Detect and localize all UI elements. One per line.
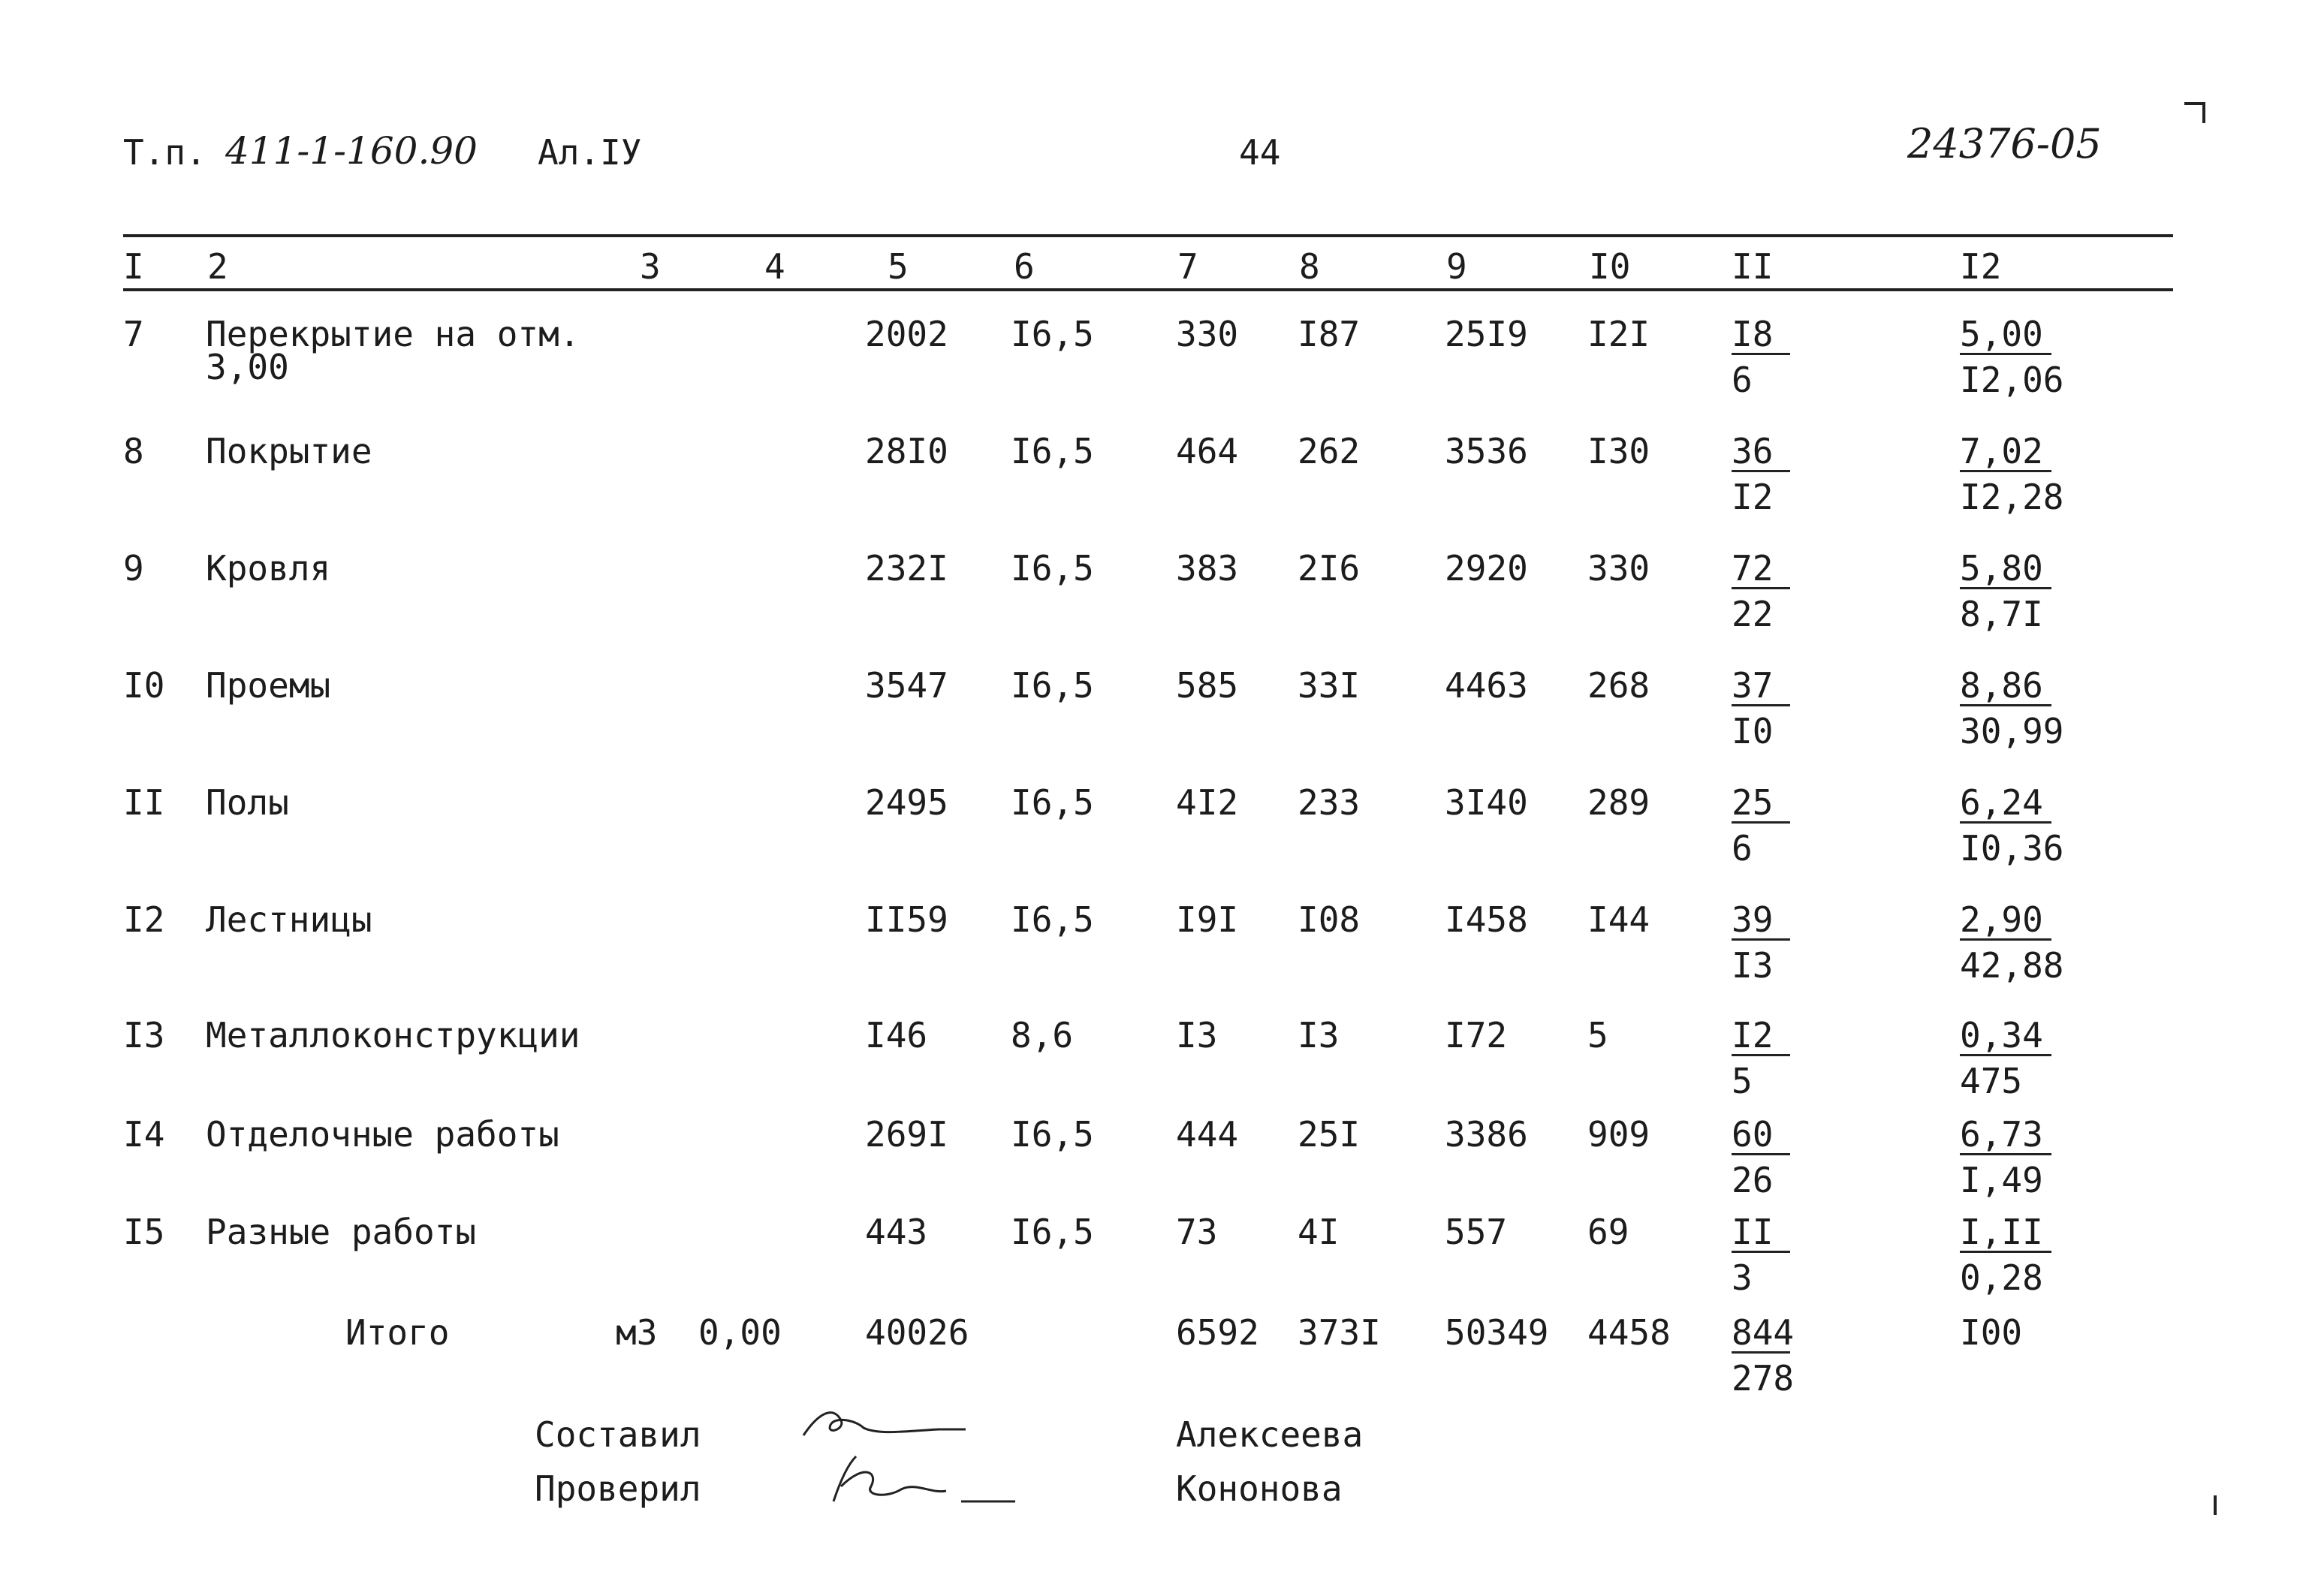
column-header: 4 <box>764 246 785 287</box>
fraction-bottom: I2,28 <box>1960 477 2064 517</box>
cell-c10: 69 <box>1587 1212 1629 1252</box>
cell-c6: I6,5 <box>1011 431 1094 471</box>
corner-mark-icon <box>2181 98 2211 128</box>
fraction-top: 7,02 <box>1960 434 2051 472</box>
column-header-rule <box>123 288 2173 291</box>
project-number: 411-1-160.90 <box>225 129 478 173</box>
column-header: I <box>123 246 144 287</box>
cell-c10: 268 <box>1587 665 1650 706</box>
cell-c12-fraction <box>1960 1015 2051 1101</box>
cell-c8: I3 <box>1298 1015 1340 1055</box>
cell-c9: 4463 <box>1445 665 1528 706</box>
cell-c9: 3536 <box>1445 431 1528 471</box>
cell-c5: 2495 <box>865 782 948 823</box>
fraction-top: 5,80 <box>1960 551 2051 589</box>
cell-c5: 3547 <box>865 665 948 706</box>
cell-c7: 4I2 <box>1176 782 1239 823</box>
cell-c11-fraction <box>1732 1015 1790 1101</box>
total-col-4: 0,00 <box>698 1312 782 1353</box>
cell-c7: 464 <box>1176 431 1239 471</box>
cell-c6: I6,5 <box>1011 665 1094 706</box>
fraction-top: 25 <box>1732 785 1790 824</box>
fraction-top: 60 <box>1732 1117 1790 1155</box>
total-col-5: 40026 <box>865 1312 969 1353</box>
checked-name: Кононова <box>1176 1468 1343 1509</box>
fraction-bottom: I,49 <box>1960 1160 2043 1200</box>
album-label: Ал.IУ <box>538 132 642 173</box>
cell-c5: I46 <box>865 1015 928 1055</box>
total-col-11-bottom: 278 <box>1732 1358 1795 1399</box>
total-col-8: 373I <box>1298 1312 1381 1353</box>
column-header: 8 <box>1299 246 1320 287</box>
fraction-bottom: 5 <box>1732 1061 1753 1101</box>
cell-c11-fraction <box>1732 1212 1790 1298</box>
fraction-top: 6,24 <box>1960 785 2051 824</box>
cell-c10: I30 <box>1587 431 1650 471</box>
column-header: 2 <box>207 246 228 287</box>
cell-c12-fraction <box>1960 1114 2051 1200</box>
composed-signature-icon <box>796 1398 969 1450</box>
cell-n: I0 <box>123 665 165 706</box>
cell-c8: 233 <box>1298 782 1361 823</box>
fraction-top: 0,34 <box>1960 1018 2051 1056</box>
cell-n: I2 <box>123 899 165 940</box>
fraction-top: I2 <box>1732 1018 1790 1056</box>
cell-name: Отделочные работы <box>206 1114 559 1155</box>
fraction-top: 39 <box>1732 902 1790 941</box>
cell-c8: I87 <box>1298 314 1361 354</box>
cell-c12-fraction <box>1960 1212 2051 1298</box>
fraction-top: II <box>1732 1215 1790 1253</box>
cell-c5: 443 <box>865 1212 928 1252</box>
fraction-top: 37 <box>1732 668 1790 706</box>
fraction-top: I8 <box>1732 317 1790 355</box>
cell-n: I3 <box>123 1015 165 1055</box>
cell-c12-fraction <box>1960 431 2064 517</box>
cell-c5: 28I0 <box>865 431 948 471</box>
fraction-top: 72 <box>1732 551 1790 589</box>
cell-c5: 269I <box>865 1114 948 1155</box>
checked-signature-icon <box>818 1449 1021 1509</box>
cell-c7: 73 <box>1176 1212 1218 1252</box>
margin-tick <box>2214 1495 2217 1515</box>
fraction-bottom: I0,36 <box>1960 828 2064 869</box>
cell-n: I4 <box>123 1114 165 1155</box>
total-col-11 <box>1732 1312 1795 1399</box>
composed-label: Составил <box>535 1414 701 1455</box>
fraction-top: I,II <box>1960 1215 2051 1253</box>
column-header: II <box>1732 246 1774 287</box>
fraction-bottom: I3 <box>1732 945 1774 986</box>
total-col-11-top: 844 <box>1732 1312 1795 1353</box>
total-label: Итого <box>345 1312 450 1353</box>
fraction-top: 8,86 <box>1960 668 2051 706</box>
cell-c8: 33I <box>1298 665 1361 706</box>
fraction-bottom: 475 <box>1960 1061 2023 1101</box>
fraction-bottom: I2 <box>1732 477 1774 517</box>
column-header: I2 <box>1960 246 2002 287</box>
cell-c11-fraction <box>1732 1114 1790 1200</box>
cell-c12-fraction <box>1960 782 2064 869</box>
cell-c9: 2920 <box>1445 548 1528 589</box>
fraction-bottom: I0 <box>1732 711 1774 751</box>
cell-c7: 585 <box>1176 665 1239 706</box>
cell-c12-fraction <box>1960 899 2064 986</box>
fraction-bottom: 6 <box>1732 360 1753 400</box>
cell-c7: I9I <box>1176 899 1239 940</box>
cell-c6: I6,5 <box>1011 314 1094 354</box>
page-number: 44 <box>1239 132 1281 173</box>
cell-n: 8 <box>123 431 144 471</box>
cell-c9: I72 <box>1445 1015 1508 1055</box>
cell-c7: 444 <box>1176 1114 1239 1155</box>
cell-c8: 2I6 <box>1298 548 1361 589</box>
total-unit: м3 <box>616 1312 658 1353</box>
cell-n: II <box>123 782 165 823</box>
cell-c9: 3386 <box>1445 1114 1528 1155</box>
cell-c5: 2002 <box>865 314 948 354</box>
total-col-9: 50349 <box>1445 1312 1549 1353</box>
fraction-bottom: 0,28 <box>1960 1257 2043 1298</box>
fraction-top: 6,73 <box>1960 1117 2051 1155</box>
column-header: 5 <box>888 246 909 287</box>
cell-c6: I6,5 <box>1011 1212 1094 1252</box>
checked-label: Проверил <box>535 1468 701 1509</box>
cell-c12-fraction <box>1960 548 2051 634</box>
cell-c8: 262 <box>1298 431 1361 471</box>
cell-c9: 557 <box>1445 1212 1508 1252</box>
cell-c10: 289 <box>1587 782 1650 823</box>
cell-n: 7 <box>123 314 144 354</box>
cell-c11-fraction <box>1732 548 1790 634</box>
cell-name: Покрытие <box>206 431 372 471</box>
fraction-top: 5,00 <box>1960 317 2051 355</box>
cell-c11-fraction <box>1732 782 1790 869</box>
cell-c8: 25I <box>1298 1114 1361 1155</box>
cell-c9: I458 <box>1445 899 1528 940</box>
cell-c7: 330 <box>1176 314 1239 354</box>
tp-prefix: Т.п. <box>123 132 206 173</box>
fraction-bottom: I2,06 <box>1960 360 2064 400</box>
column-header: I0 <box>1589 246 1631 287</box>
fraction-bottom: 30,99 <box>1960 711 2064 751</box>
fraction-bottom: 6 <box>1732 828 1753 869</box>
cell-c6: I6,5 <box>1011 782 1094 823</box>
cell-c11-fraction <box>1732 899 1790 986</box>
cell-name: Проемы <box>206 665 331 706</box>
cell-name: Разные работы <box>206 1212 477 1252</box>
cell-name: Металлоконструкции <box>206 1015 580 1055</box>
cell-c5: 232I <box>865 548 948 589</box>
cell-name: Кровля <box>206 548 331 589</box>
total-col-12: I00 <box>1960 1312 2023 1353</box>
cell-c11-fraction <box>1732 665 1790 751</box>
cell-n: I5 <box>123 1212 165 1252</box>
fraction-bottom: 26 <box>1732 1160 1774 1200</box>
cell-n: 9 <box>123 548 144 589</box>
cell-c6: I6,5 <box>1011 548 1094 589</box>
table-top-rule <box>123 234 2173 237</box>
cell-c11-fraction <box>1732 314 1790 400</box>
cell-c8: I08 <box>1298 899 1361 940</box>
fraction-bottom: 8,7I <box>1960 594 2043 634</box>
cell-c10: 909 <box>1587 1114 1650 1155</box>
cell-c10: I2I <box>1587 314 1650 354</box>
cell-c10: 330 <box>1587 548 1650 589</box>
column-header: 7 <box>1177 246 1198 287</box>
cell-name: Перекрытие на отм. <box>206 314 580 354</box>
cell-c9: 25I9 <box>1445 314 1528 354</box>
total-col-7: 6592 <box>1176 1312 1259 1353</box>
cell-c8: 4I <box>1298 1212 1340 1252</box>
cell-name-continuation: 3,00 <box>206 347 289 387</box>
fraction-bottom: 22 <box>1732 594 1774 634</box>
cell-c6: I6,5 <box>1011 899 1094 940</box>
fraction-bottom: 42,88 <box>1960 945 2064 986</box>
cell-c12-fraction <box>1960 665 2064 751</box>
cell-c9: 3I40 <box>1445 782 1528 823</box>
cell-c5: II59 <box>865 899 948 940</box>
cell-c6: 8,6 <box>1011 1015 1074 1055</box>
column-header: 3 <box>640 246 661 287</box>
inventory-number: 24376-05 <box>1907 120 2102 167</box>
composed-name: Алексеева <box>1176 1414 1364 1455</box>
column-header: 9 <box>1446 246 1467 287</box>
cell-name: Полы <box>206 782 289 823</box>
cell-name: Лестницы <box>206 899 372 940</box>
cell-c10: 5 <box>1587 1015 1608 1055</box>
cell-c10: I44 <box>1587 899 1650 940</box>
cell-c7: 383 <box>1176 548 1239 589</box>
fraction-top: 2,90 <box>1960 902 2051 941</box>
total-col-10: 4458 <box>1587 1312 1671 1353</box>
cell-c12-fraction <box>1960 314 2064 400</box>
cell-c6: I6,5 <box>1011 1114 1094 1155</box>
column-header: 6 <box>1014 246 1035 287</box>
fraction-top: 36 <box>1732 434 1790 472</box>
cell-c7: I3 <box>1176 1015 1218 1055</box>
cell-c11-fraction <box>1732 431 1790 517</box>
fraction-bottom: 3 <box>1732 1257 1753 1298</box>
